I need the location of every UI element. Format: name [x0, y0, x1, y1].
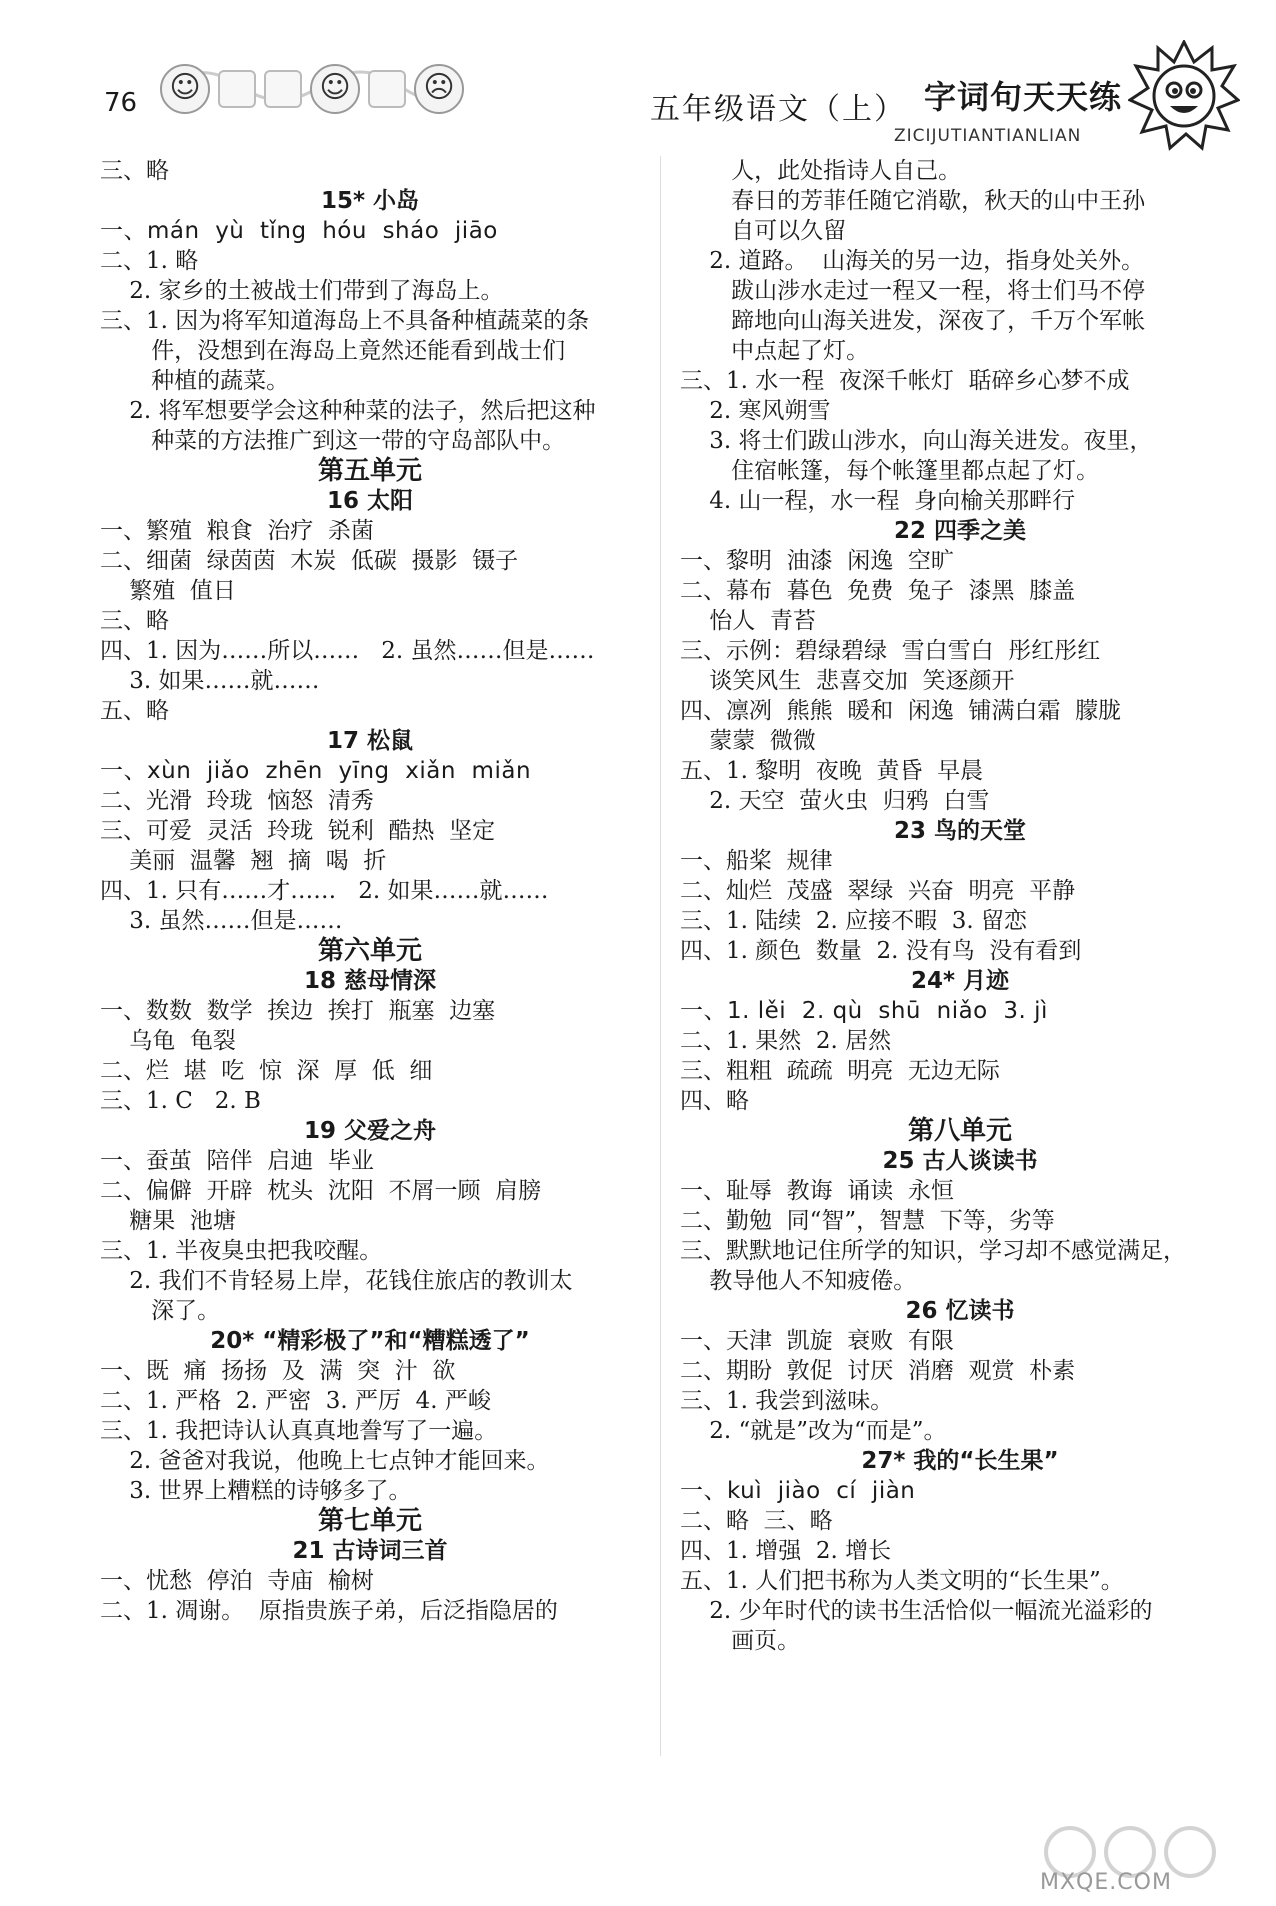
brand-title: 字词句天天练 — [924, 78, 1123, 116]
answer-line: 三、示例：碧绿碧绿 雪白雪白 彤红彤红 — [680, 638, 1101, 664]
left-answer-column — [100, 156, 640, 1626]
answer-line: 四、1. 颜色 数量 2. 没有鸟 没有看到 — [680, 938, 1082, 964]
answer-line: 四、1. 增强 2. 增长 — [680, 1538, 892, 1564]
answer-line: 深了。 — [100, 1298, 221, 1324]
answer-line: 画页。 — [680, 1628, 801, 1654]
sun-mascot-icon — [1128, 40, 1240, 152]
smile-face-icon: ☺ — [160, 64, 210, 114]
square-icon — [218, 70, 256, 108]
answer-line: 二、幕布 暮色 免费 兔子 漆黑 膝盖 — [680, 578, 1076, 604]
unit-heading: 第八单元 — [907, 1116, 1012, 1146]
answer-line: 跋山涉水走过一程又一程，将士们马不停 — [680, 278, 1146, 304]
answer-line: 一、繁殖 粮食 治疗 杀菌 — [100, 518, 374, 544]
answer-line: 2. 家乡的土被战士们带到了海岛上。 — [100, 278, 504, 304]
answer-line: 2. 将军想要学会这种种菜的法子，然后把这种 — [100, 398, 596, 424]
answer-line: 二、细菌 绿茵茵 木炭 低碳 摄影 镊子 — [100, 548, 519, 574]
subject-title: 五年级语文（上） — [650, 92, 906, 127]
unit-heading: 第七单元 — [317, 1506, 422, 1536]
pinyin-answer-line: 一、mán yù tǐng hóu sháo jiāo — [100, 218, 498, 244]
answer-line: 三、略 — [100, 608, 169, 634]
decorative-faces — [160, 48, 460, 118]
answer-line: 三、可爱 灵活 玲珑 锐利 酷热 坚定 — [100, 818, 496, 844]
answer-line: 五、1. 黎明 夜晚 黄昏 早晨 — [680, 758, 984, 784]
answer-line: 二、偏僻 开辟 枕头 沈阳 不屑一顾 肩膀 — [100, 1178, 542, 1204]
answer-line: 二、1. 凋谢。 原指贵族子弟，后泛指隐居的 — [100, 1598, 558, 1624]
page-header — [0, 0, 1276, 150]
lesson-title: 16 太阳 — [326, 488, 413, 514]
page-number: 76 — [104, 88, 138, 118]
answer-line: 三、1. 我尝到滋味。 — [680, 1388, 894, 1414]
answer-line: 2. 道路。 山海关的另一边，指身处关外。 — [680, 248, 1145, 274]
answer-line: 2. 天空 萤火虫 归鸦 白雪 — [680, 788, 990, 814]
unit-heading: 第五单元 — [317, 456, 422, 486]
column-divider — [660, 156, 661, 1756]
answer-line: 三、默默地记住所学的知识，学习却不感觉满足， — [680, 1238, 1186, 1264]
answer-line: 怡人 青苔 — [680, 608, 816, 634]
answer-line: 2. 寒风朔雪 — [680, 398, 831, 424]
answer-line: 乌龟 龟裂 — [100, 1028, 236, 1054]
lesson-title: 18 慈母情深 — [303, 968, 436, 994]
answer-line: 二、光滑 玲珑 恼怒 清秀 — [100, 788, 374, 814]
lesson-title: 24* 月迹 — [910, 968, 1010, 994]
answer-line: 2. 我们不肯轻易上岸，花钱住旅店的教训太 — [100, 1268, 573, 1294]
answer-line: 二、期盼 敦促 讨厌 消磨 观赏 朴素 — [680, 1358, 1076, 1384]
answer-line: 一、既 痛 扬扬 及 满 突 汁 欲 — [100, 1358, 456, 1384]
answer-line: 三、略 — [100, 158, 169, 184]
square-icon — [368, 70, 406, 108]
answer-line: 美丽 温馨 翘 摘 喝 折 — [100, 848, 387, 874]
answer-line: 一、耻辱 教诲 诵读 永恒 — [680, 1178, 954, 1204]
answer-line: 二、1. 严格 2. 严密 3. 严厉 4. 严峻 — [100, 1388, 491, 1414]
answer-line: 3. 世界上糟糕的诗够多了。 — [100, 1478, 412, 1504]
smile-face-icon: ☺ — [310, 64, 360, 114]
answer-line: 春日的芳菲任随它消歇，秋天的山中王孙 — [680, 188, 1146, 214]
lesson-title: 19 父爱之舟 — [303, 1118, 436, 1144]
answer-line: 一、黎明 油漆 闲逸 空旷 — [680, 548, 954, 574]
answer-line: 四、1. 因为……所以…… 2. 虽然……但是…… — [100, 638, 595, 664]
pinyin-answer-line: 一、1. lěi 2. qù shū niǎo 3. jì — [680, 998, 1048, 1024]
unit-heading: 第六单元 — [317, 936, 422, 966]
answer-line: 二、灿烂 茂盛 翠绿 兴奋 明亮 平静 — [680, 878, 1076, 904]
answer-line: 三、1. 我把诗认认真真地誊写了一遍。 — [100, 1418, 498, 1444]
watermark-text: MXQE.COM — [1040, 1870, 1172, 1895]
answer-line: 二、略 三、略 — [680, 1508, 833, 1534]
answer-line: 繁殖 值日 — [100, 578, 236, 604]
answer-line: 二、1. 略 — [100, 248, 199, 274]
answer-line: 3. 虽然……但是…… — [100, 908, 343, 934]
pinyin-answer-line: 一、kuì jiào cí jiàn — [680, 1478, 916, 1504]
lesson-title: 17 松鼠 — [326, 728, 413, 754]
answer-line: 三、粗粗 疏疏 明亮 无边无际 — [680, 1058, 1000, 1084]
right-answer-column — [680, 156, 1240, 1656]
answer-line: 三、1. 水一程 夜深千帐灯 聒碎乡心梦不成 — [680, 368, 1130, 394]
answer-line: 三、1. 半夜臭虫把我咬醒。 — [100, 1238, 383, 1264]
answer-line: 一、船桨 规律 — [680, 848, 833, 874]
answer-line: 蒙蒙 微微 — [680, 728, 816, 754]
answer-line: 一、数数 数学 挨边 挨打 瓶塞 边塞 — [100, 998, 496, 1024]
answer-line: 一、天津 凯旋 衰败 有限 — [680, 1328, 954, 1354]
answer-line: 件，没想到在海岛上竟然还能看到战士们 — [100, 338, 566, 364]
answer-line: 三、1. 陆续 2. 应接不暇 3. 留恋 — [680, 908, 1028, 934]
answer-line: 三、1. 因为将军知道海岛上不具备种植蔬菜的条 — [100, 308, 590, 334]
answer-line: 二、烂 堪 吃 惊 深 厚 低 细 — [100, 1058, 433, 1084]
answer-line: 2. 爸爸对我说，他晚上七点钟才能回来。 — [100, 1448, 550, 1474]
sad-face-icon: ☹ — [414, 64, 464, 114]
answer-line: 二、勤勉 同“智”，智慧 下等，劣等 — [680, 1208, 1055, 1234]
answer-line: 教导他人不知疲倦。 — [680, 1268, 917, 1294]
answer-line: 五、略 — [100, 698, 169, 724]
answer-line: 三、1. C 2. B — [100, 1088, 261, 1114]
brand-pinyin: ZICIJUTIANTIANLIAN — [894, 126, 1082, 146]
answer-line: 住宿帐篷，每个帐篷里都点起了灯。 — [680, 458, 1100, 484]
answer-line: 四、1. 只有……才…… 2. 如果……就…… — [100, 878, 549, 904]
answer-line: 五、1. 人们把书称为人类文明的“长生果”。 — [680, 1568, 1124, 1594]
answer-line: 自可以久留 — [680, 218, 847, 244]
answer-line: 糖果 池塘 — [100, 1208, 236, 1234]
lesson-title: 21 古诗词三首 — [292, 1538, 448, 1564]
answer-line: 2. 少年时代的读书生活恰似一幅流光溢彩的 — [680, 1598, 1153, 1624]
lesson-title: 25 古人谈读书 — [882, 1148, 1038, 1174]
answer-line: 四、略 — [680, 1088, 749, 1114]
lesson-title: 15* 小岛 — [320, 188, 420, 214]
answer-line: 四、凛冽 熊熊 暖和 闲逸 铺满白霜 朦胧 — [680, 698, 1122, 724]
answer-line: 人，此处指诗人自己。 — [680, 158, 962, 184]
square-icon — [264, 70, 302, 108]
answer-line: 中点起了灯。 — [680, 338, 870, 364]
pinyin-answer-line: 一、xùn jiǎo zhēn yīng xiǎn miǎn — [100, 758, 532, 784]
answer-line: 二、1. 果然 2. 居然 — [680, 1028, 892, 1054]
answer-line: 3. 将士们跋山涉水，向山海关进发。夜里， — [680, 428, 1153, 454]
answer-line: 4. 山一程，水一程 身向榆关那畔行 — [680, 488, 1076, 514]
lesson-title: 26 忆读书 — [905, 1298, 1015, 1324]
lesson-title: 22 四季之美 — [893, 518, 1026, 544]
lesson-title: 20* “精彩极了”和“糟糕透了” — [210, 1328, 530, 1354]
answer-line: 3. 如果……就…… — [100, 668, 320, 694]
answer-line: 种植的蔬菜。 — [100, 368, 290, 394]
answer-line: 蹄地向山海关进发，深夜了，千万个军帐 — [680, 308, 1146, 334]
answer-line: 一、忧愁 停泊 寺庙 榆树 — [100, 1568, 374, 1594]
answer-line: 谈笑风生 悲喜交加 笑逐颜开 — [680, 668, 1015, 694]
answer-line: 2. “就是”改为“而是”。 — [680, 1418, 947, 1444]
lesson-title: 23 鸟的天堂 — [893, 818, 1026, 844]
answer-line: 种菜的方法推广到这一带的守岛部队中。 — [100, 428, 566, 454]
answer-line: 一、蚕茧 陪伴 启迪 毕业 — [100, 1148, 374, 1174]
lesson-title: 27* 我的“长生果” — [861, 1448, 1059, 1474]
